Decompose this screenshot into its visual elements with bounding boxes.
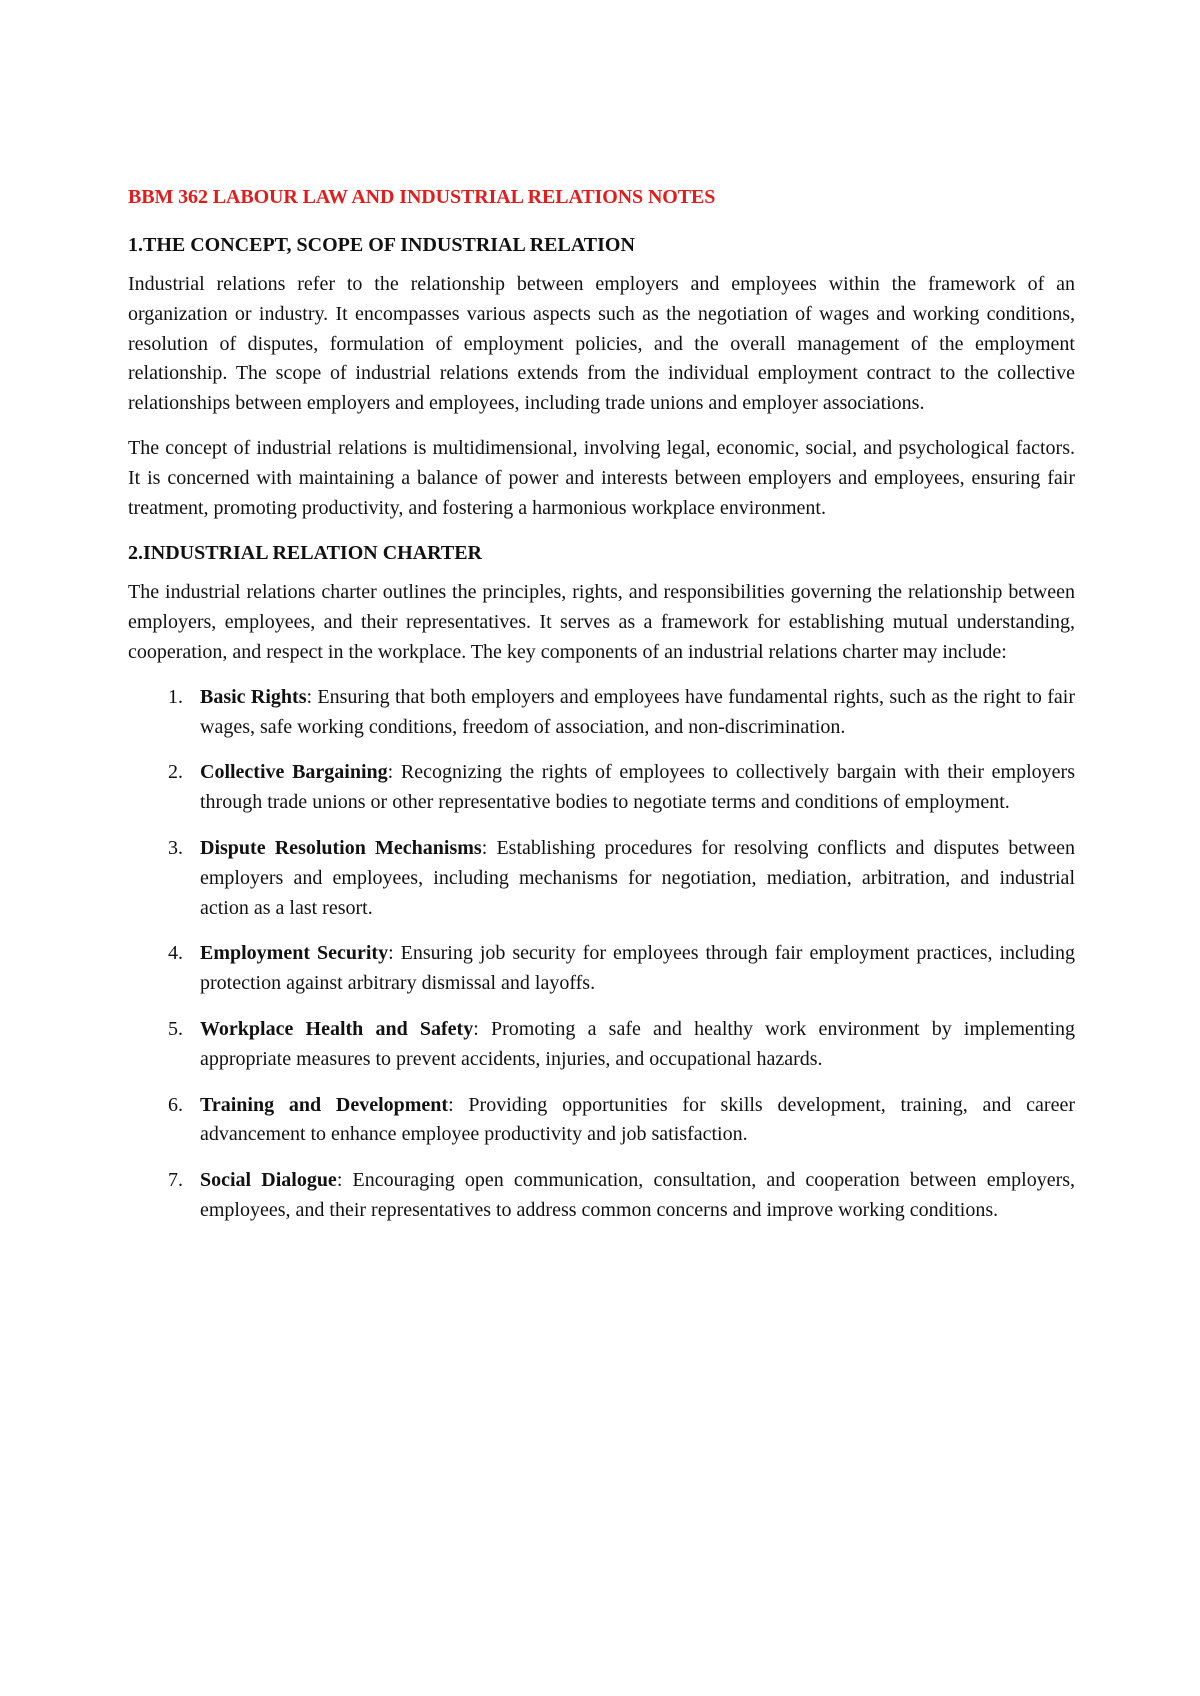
list-item-term: Training and Development bbox=[200, 1093, 449, 1116]
list-item bbox=[128, 683, 1075, 743]
list-item-separator: : bbox=[481, 836, 488, 859]
list-item-text: Recognizing the rights of employees to collectively bargain with their employers through trade unions or other representative bodies to negotiate terms and conditions of employment. bbox=[200, 761, 1075, 814]
list-item-term: Employment Security bbox=[200, 942, 389, 965]
list-item-text: Ensuring that both employers and employees have fundamental rights, such as the right to fair wages, safe working conditions, freedom of association, and non-discrimination. bbox=[200, 685, 1075, 738]
section-heading: 1.THE CONCEPT, SCOPE OF INDUSTRIAL RELATION bbox=[128, 234, 635, 256]
list-item-term: Social Dialogue bbox=[200, 1169, 337, 1192]
list-item-term: Basic Rights bbox=[200, 685, 307, 708]
list-number: 7. bbox=[168, 1169, 183, 1192]
list-item-separator: : bbox=[306, 685, 313, 708]
list-item bbox=[128, 1091, 1075, 1151]
list-item bbox=[128, 834, 1075, 923]
list-number: 6. bbox=[168, 1093, 183, 1116]
list-item-text: Providing opportunities for skills development, training, and career advancement to enhance employee productivity and job satisfaction. bbox=[200, 1093, 1075, 1146]
list-item-separator: : bbox=[336, 1169, 343, 1192]
list-item-separator: : bbox=[388, 942, 394, 965]
list-number: 1. bbox=[168, 685, 183, 708]
list-item bbox=[128, 1015, 1075, 1075]
list-item bbox=[128, 939, 1075, 999]
list-item-separator: : bbox=[473, 1017, 479, 1040]
paragraph: Industrial relations refer to the relationship between employers and employees within the framework of an organization or industry. It encompasses various aspects such as the negotiation of wages and working conditions, resolution of disputes, formulation of employment policies, and the overall management of the employment relationship. The scope of industrial relations extends from the individual employment contract to the collective relationships between employers and employees, including trade unions and employer associations. bbox=[128, 273, 1075, 415]
list-number: 4. bbox=[168, 942, 183, 965]
list-item bbox=[128, 1166, 1075, 1226]
list-item-text: Encouraging open communication, consultation, and cooperation between employers, employees, and their representatives to address common concerns and improve working conditions. bbox=[200, 1169, 1076, 1221]
list-number: 2. bbox=[168, 761, 183, 784]
charter-components-list bbox=[128, 683, 1075, 1226]
list-item-separator: : bbox=[448, 1093, 454, 1116]
list-number: 3. bbox=[168, 836, 183, 859]
list-item-text: Establishing procedures for resolving conflicts and disputes between employers and employees, including mechanisms for negotiation, mediation, arbitration, and industrial action as a last resort. bbox=[200, 836, 1075, 919]
list-item-term: Dispute Resolution Mechanisms bbox=[200, 836, 482, 859]
list-item-text: Ensuring job security for employees through fair employment practices, including protection against arbitrary dismissal and layoffs. bbox=[200, 942, 1076, 995]
list-item bbox=[128, 758, 1075, 818]
list-item-separator: : bbox=[387, 761, 394, 784]
document-page bbox=[128, 182, 1075, 1242]
document-title: BBM 362 LABOUR LAW AND INDUSTRIAL RELATIONS NOTES bbox=[128, 186, 716, 208]
paragraph: The industrial relations charter outlines the principles, rights, and responsibilities governing the relationship between employers, employees, and their representatives. It serves as a framework for establishing mutual understanding, cooperation, and respect in the workplace. The key components of an industrial relations charter may include: bbox=[128, 581, 1075, 663]
list-item-term: Collective Bargaining bbox=[200, 761, 388, 784]
section-concept-scope bbox=[128, 230, 1075, 523]
section-heading: 2.INDUSTRIAL RELATION CHARTER bbox=[128, 542, 482, 565]
list-item-text: Promoting a safe and healthy work environment by implementing appropriate measures to prevent accidents, injuries, and occupational hazards. bbox=[200, 1017, 1076, 1070]
list-item-term: Workplace Health and Safety bbox=[200, 1017, 474, 1040]
section-ir-charter bbox=[128, 538, 1075, 1225]
paragraph: The concept of industrial relations is multidimensional, involving legal, economic, social, and psychological factors. It is concerned with maintaining a balance of power and interests between employers and employees, ensuring fair treatment, promoting productivity, and fostering a harmonious workplace environment. bbox=[128, 436, 1075, 519]
list-number: 5. bbox=[168, 1017, 183, 1040]
